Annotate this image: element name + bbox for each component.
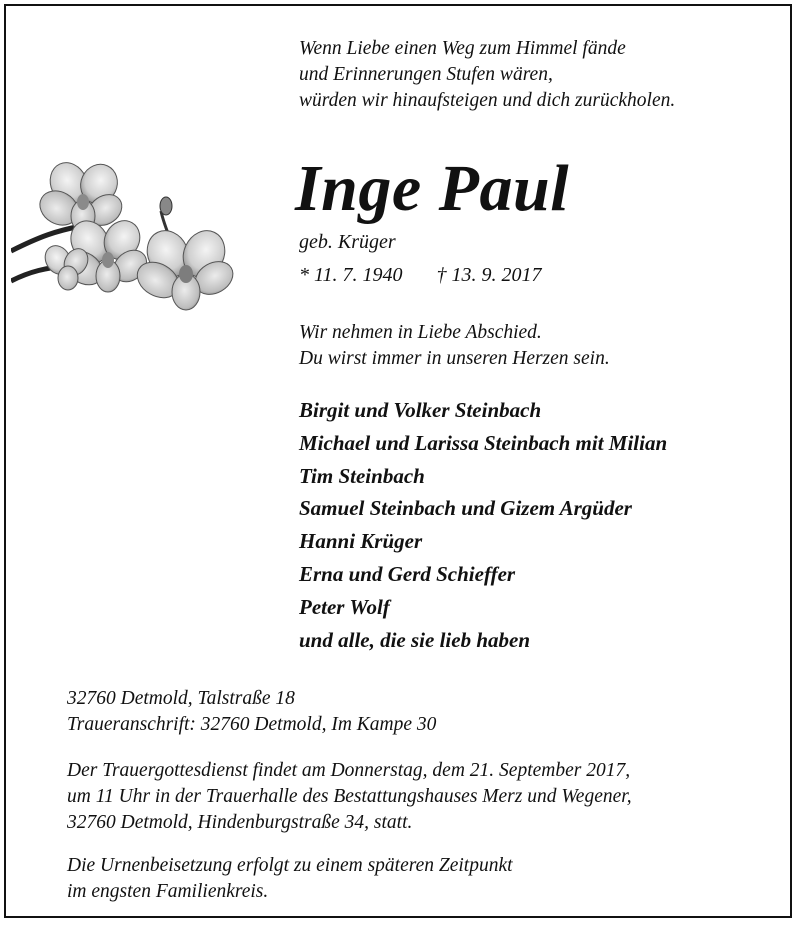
address-block [67,686,436,737]
service-info [67,758,632,835]
address-line: 32760 Detmold, Talstraße 18 [67,688,295,709]
death-date: † 13. 9. 2017 [436,264,542,286]
farewell-text [299,320,610,372]
maiden-name: geb. Krüger [299,231,396,253]
mourner-item: Peter Wolf [299,594,390,619]
urn-line: Die Urnenbeisetzung erfolgt zu einem späteren Zeitpunkt [67,855,513,876]
obituary-frame [4,4,792,918]
poem-line: würden wir hinaufsteigen und dich zurückholen. [299,90,676,111]
birth-date: * 11. 7. 1940 [299,264,403,286]
orchid-flower-icon [11,156,236,331]
address-line: Traueranschrift: 32760 Detmold, Im Kampe 30 [67,713,437,735]
urn-burial-info [67,853,513,904]
mourner-item: Samuel Steinbach und Gizem Argüder [299,496,632,521]
mourner-item: Erna und Gerd Schieffer [299,561,516,586]
poem-line: und Erinnerungen Stufen wären, [299,64,553,85]
deceased-name: Inge Paul [295,152,570,225]
poem [299,36,675,114]
farewell-line: Wir nehmen in Liebe Abschied. [299,322,542,343]
mourner-item: Michael und Larissa Steinbach mit Milian [299,430,668,455]
service-line: um 11 Uhr in der Trauerhalle des Bestattungshauses Merz und Wegener, [67,785,632,807]
urn-line: im engsten Familienkreis. [67,880,269,902]
mourner-item: Hanni Krüger [299,529,423,554]
service-line: Der Trauergottesdienst findet am Donnerstag, dem 21. September 2017, [67,760,631,781]
mourner-item: und alle, die sie lieb haben [299,627,530,652]
life-dates [299,262,542,288]
poem-line: Wenn Liebe einen Weg zum Himmel fände [299,38,626,59]
mourner-item: Birgit und Volker Steinbach [299,398,542,422]
mourner-item: Tim Steinbach [299,463,425,488]
service-line: 32760 Detmold, Hindenburgstraße 34, statt. [67,811,413,833]
farewell-line: Du wirst immer in unseren Herzen sein. [299,348,610,369]
mourners-list [299,394,667,656]
